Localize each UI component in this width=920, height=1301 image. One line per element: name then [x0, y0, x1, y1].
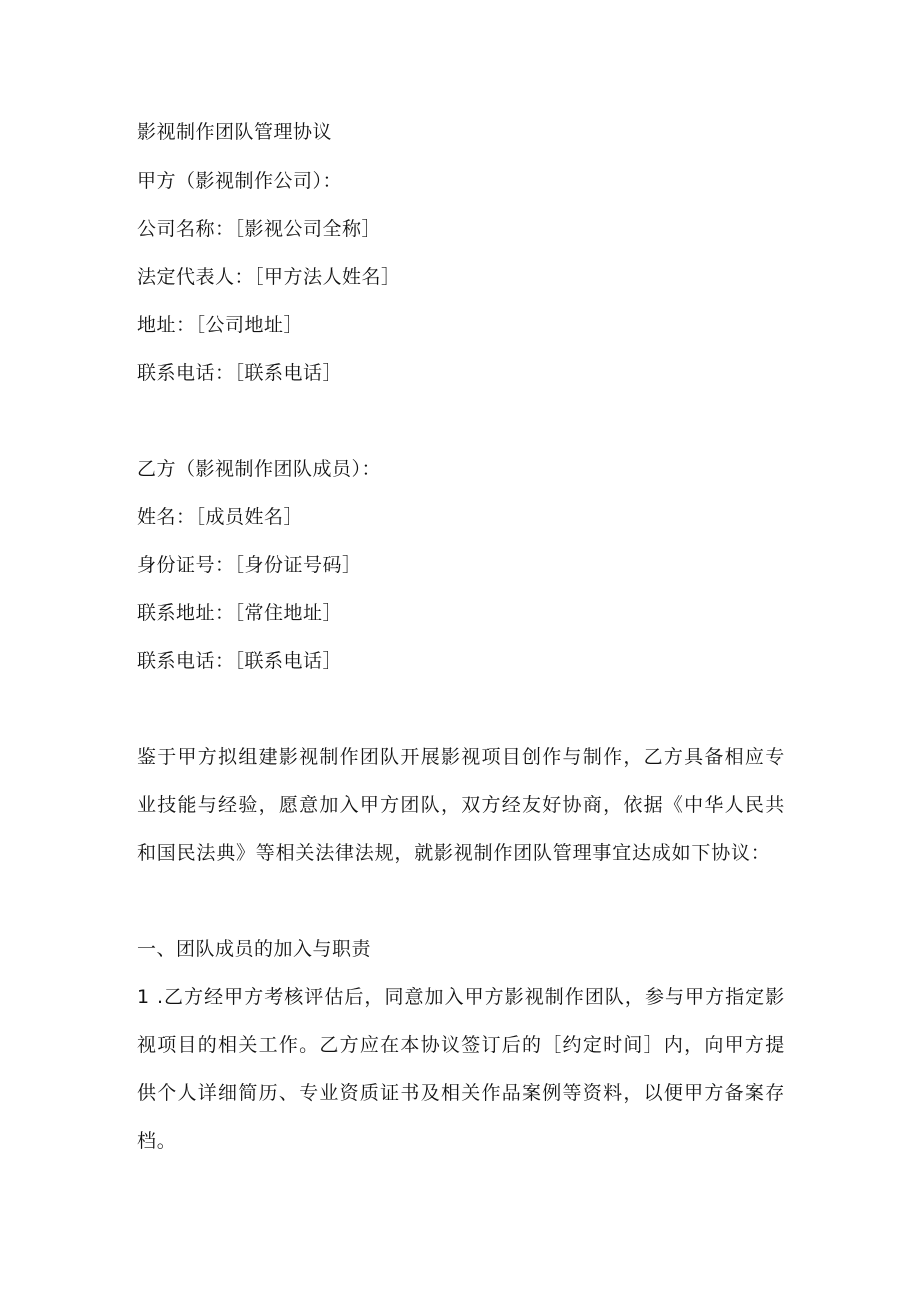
party-a-address: 地址：［公司地址］ — [137, 314, 304, 336]
section1-heading: 一、团队成员的加入与职责 — [137, 938, 372, 960]
party-b-phone: 联系电话：［联系电话］ — [137, 650, 343, 672]
party-a-phone: 联系电话：［联系电话］ — [137, 362, 343, 384]
document-title: 影视制作团队管理协议 — [137, 121, 333, 143]
party-b-heading: 乙方（影视制作团队成员）： — [137, 458, 382, 480]
preamble-paragraph: 鉴于甲方拟组建影视制作团队开展影视项目创作与制作，乙方具备相应专业技能与经验，愿意加入甲方团队，双方经友好协商，依据《中华人民共和国民法典》等相关法律法规，就影视制作团队管理事宜达成如下协议： — [137, 746, 785, 864]
party-a-heading: 甲方（影视制作公司）： — [137, 170, 343, 192]
section1-clause1: 1 .乙方经甲方考核评估后，同意加入甲方影视制作团队，参与甲方指定影视项目的相关工作。乙方应在本协议签订后的［约定时间］内，向甲方提供个人详细简历、专业资质证书及相关作品案例等资料，以便甲方备案存档。 — [137, 986, 785, 1152]
party-b-id-number: 身份证号：［身份证号码］ — [137, 554, 362, 576]
party-b-address: 联系地址：［常住地址］ — [137, 602, 343, 624]
party-a-company-name: 公司名称：［影视公司全称］ — [137, 218, 382, 240]
party-b-name: 姓名：［成员姓名］ — [137, 506, 304, 528]
party-a-legal-rep: 法定代表人：［甲方法人姓名］ — [137, 266, 401, 288]
